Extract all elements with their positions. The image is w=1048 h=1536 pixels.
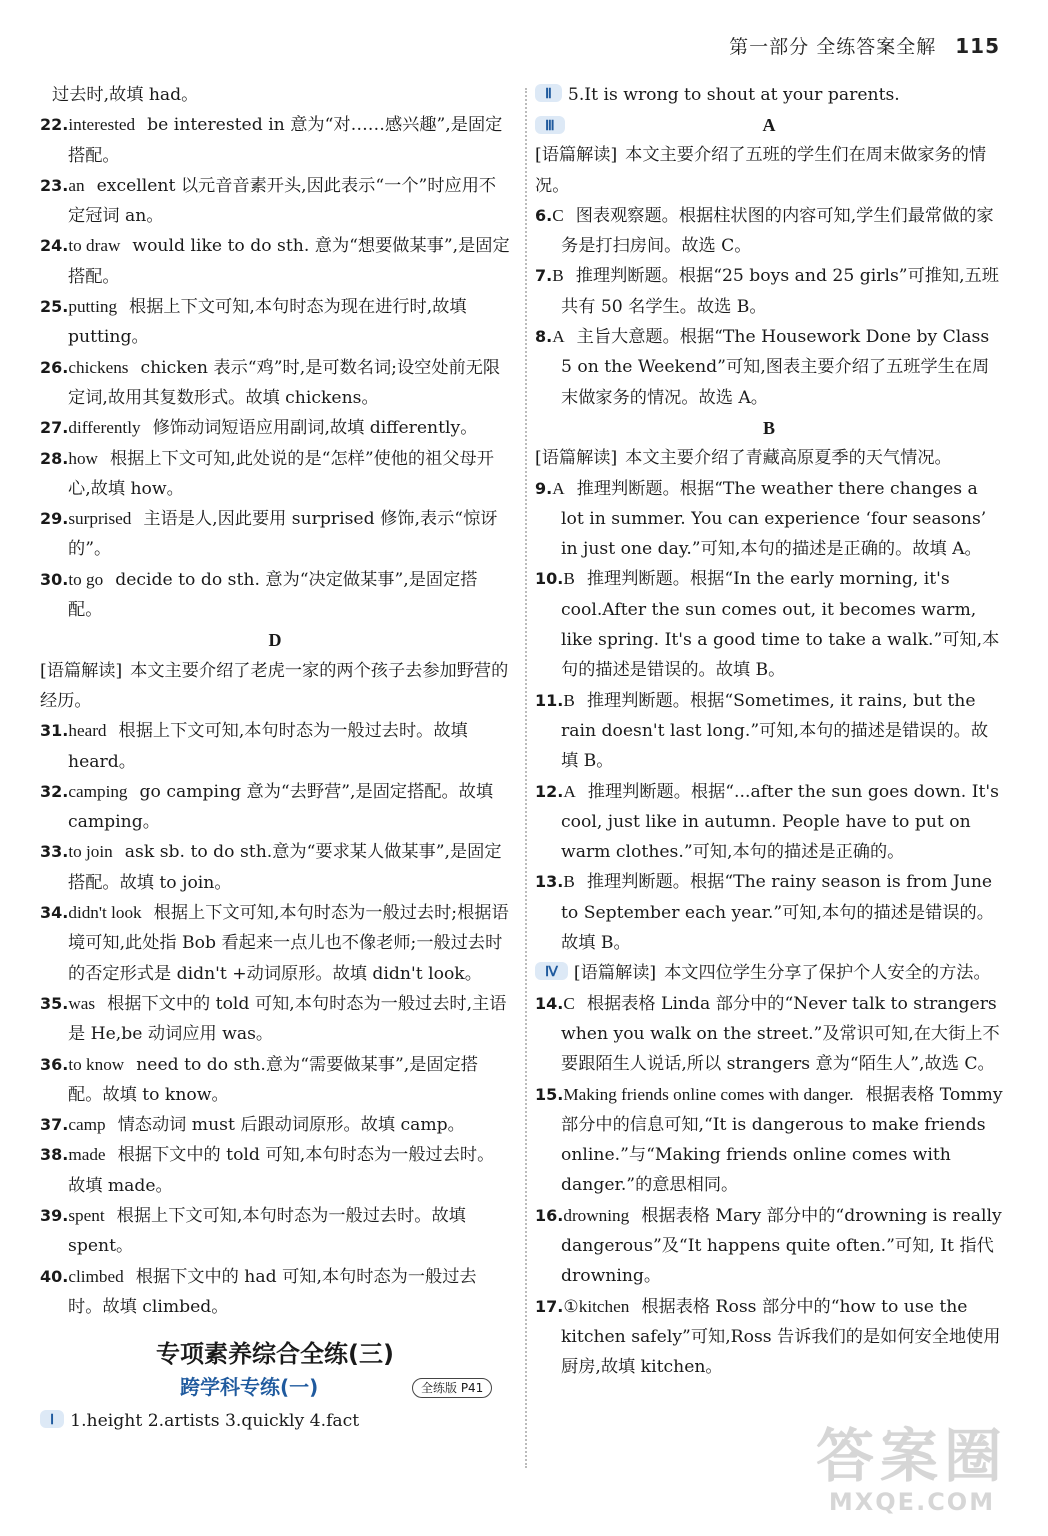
answer-entry	[535, 777, 1003, 868]
part-3-tag: Ⅲ	[535, 116, 565, 134]
page-ref-badge: 全练版 P41	[412, 1378, 492, 1398]
answer-key: to go	[68, 569, 104, 589]
answer-entry	[40, 80, 510, 110]
answer-key: B	[563, 872, 575, 892]
answers-part-1	[40, 1406, 510, 1436]
question-number: 37.	[40, 1115, 69, 1135]
question-number: 8.	[535, 327, 553, 347]
explanation: 根据下文中的 told 可知,本句时态为一般过去时,主语是 He,be 动词应用 was。	[68, 993, 507, 1045]
answer-key: A	[552, 327, 565, 347]
reading-a-label: [语篇解读]	[535, 145, 618, 166]
right-column	[535, 80, 1003, 1382]
answer-entry	[535, 989, 1003, 1080]
part-1-tag: Ⅰ	[40, 1410, 64, 1428]
explanation: 根据上下文可知,本句时态为现在进行时,故填 putting。	[68, 297, 467, 348]
explanation: 根据表格 Ross 部分中的“how to use the kitchen safely”可知,Ross 告诉我们的是如何安全地使用厨房,故填 kitchen。	[561, 1296, 1001, 1378]
explanation: 推理判断题。根据“In the early morning, it's cool.After the sun comes out, it becomes warm, like spring. It's a good time to take a walk.”可知,本句的描述是错误的。故填 B。	[561, 569, 1000, 681]
explanation: decide to do sth. 意为“决定做某事”,是固定搭配。	[68, 569, 478, 621]
answer-key: B	[563, 569, 575, 589]
answer-key: Making friends online comes with danger.	[563, 1084, 854, 1104]
answer-key: to join	[68, 842, 113, 862]
answer-key: an	[68, 175, 85, 195]
page-header	[729, 32, 1000, 59]
answer-key: was	[68, 993, 96, 1013]
explanation: 修饰动词短语应用副词,故填 differently。	[152, 418, 478, 439]
page-number: 115	[955, 34, 1000, 58]
question-number: 12.	[535, 781, 564, 801]
part-4-tag: Ⅳ	[535, 962, 568, 980]
question-number: 34.	[40, 903, 69, 923]
answer-entry	[535, 867, 1003, 958]
answer-entry	[535, 1201, 1003, 1292]
subtitle: 跨学科专练(一)	[180, 1375, 319, 1400]
answer-entry	[535, 474, 1003, 565]
question-number: 16.	[535, 1205, 564, 1225]
question-number: 38.	[40, 1145, 69, 1165]
question-number: 40.	[40, 1266, 69, 1286]
question-number: 10.	[535, 569, 564, 589]
header-part: 第一部分	[729, 36, 810, 58]
answer-entry	[40, 716, 510, 777]
answer-entry	[535, 201, 1003, 262]
answer-entry	[40, 837, 510, 898]
watermark	[816, 1424, 1008, 1516]
explanation: 图表观察题。根据柱状图的内容可知,学生们最常做的家务是打扫房间。故选 C。	[561, 205, 994, 257]
reading-4-text: 本文四位学生分享了保护个人安全的方法。	[664, 963, 991, 984]
question-number: 24.	[40, 236, 69, 256]
question-number: 13.	[535, 872, 564, 892]
answer-entry	[40, 1110, 510, 1140]
answer-entry	[535, 1080, 1003, 1201]
explanation: need to do sth.意为“需要做某事”,是固定搭配。故填 to know。	[68, 1054, 478, 1105]
answer-entry	[40, 504, 510, 565]
explanation: 过去时,故填 had。	[52, 85, 199, 105]
question-number: 29.	[40, 509, 69, 529]
answer-entry	[40, 1140, 510, 1201]
answer-entry	[40, 231, 510, 292]
question-number: 32.	[40, 781, 69, 801]
question-number: 36.	[40, 1054, 69, 1074]
header-title: 全练答案全解	[816, 36, 937, 58]
answer-entry	[40, 777, 510, 838]
question-number: 26.	[40, 357, 69, 377]
reading-b-text: 本文主要介绍了青藏高原夏季的天气情况。	[625, 448, 952, 469]
question-number: 6.	[535, 205, 553, 225]
answer-entry	[535, 564, 1003, 685]
question-number: 7.	[535, 266, 553, 286]
explanation: 根据表格 Linda 部分中的“Never talk to strangers when you walk on the street.”及常识可知,在大街上不要跟陌生人说话,所以 strangers 意为“陌生人”,故选 C。	[561, 993, 1000, 1075]
watermark-url: MXQE.COM	[828, 1488, 996, 1516]
explanation: 根据表格 Mary 部分中的“drowning is really dangerous”及“It happens quite often.”可知, It 指代 drowning。	[561, 1205, 1002, 1287]
answer-key: A	[552, 478, 565, 498]
explanation: 推理判断题。根据“The weather there changes a lot in summer. You can experience ‘four seasons’ in just one day.”可知,本句的描述是正确的。故填 A。	[561, 478, 987, 560]
question-number: 35.	[40, 993, 69, 1013]
section-a-heading: A	[762, 115, 776, 136]
answer-entry	[535, 686, 1003, 777]
question-number: 23.	[40, 175, 69, 195]
section-title: 专项素养综合全练(三)	[156, 1340, 394, 1369]
question-number: 39.	[40, 1205, 69, 1225]
answer-entry	[40, 565, 510, 626]
explanation: excellent 以元音音素开头,因此表示“一个”时应用不定冠词 an。	[68, 175, 497, 227]
explanation: 根据上下文可知,本句时态为一般过去时;根据语境可知,此处指 Bob 看起来一点儿也不像老师;一般过去时的否定形式是 didn't +动词原形。故填 didn't look。	[68, 903, 509, 984]
question-number: 25.	[40, 297, 69, 317]
question-number: 17.	[535, 1296, 564, 1316]
answer-key: ①kitchen	[563, 1296, 630, 1316]
part-2-answer: 5.It is wrong to shout at your parents.	[567, 85, 900, 105]
reading-d-label: [语篇解读]	[40, 660, 123, 681]
reading-d	[40, 656, 510, 717]
explanation: go camping 意为“去野营”,是固定搭配。故填 camping。	[68, 781, 494, 833]
answer-key: B	[563, 690, 575, 710]
answer-key: spent	[68, 1205, 105, 1225]
answers-part-2	[535, 80, 1003, 110]
explanation: 根据上下文可知,本句时态为一般过去时。故填 spent。	[68, 1205, 466, 1257]
explanation: 推理判断题。根据“25 boys and 25 girls”可推知,五班共有 50 名学生。故选 B。	[561, 266, 999, 317]
question-number: 28.	[40, 448, 69, 468]
explanation: 根据表格 Tommy 部分中的信息可知,“It is dangerous to make friends online.”与“Making friends online comes with danger.”的意思相同。	[561, 1084, 1003, 1196]
explanation: 推理判断题。根据“The rainy season is from June to September each year.”可知,本句的描述是错误的。故填 B。	[561, 872, 994, 954]
reading-b-label: [语篇解读]	[535, 448, 618, 469]
explanation: 推理判断题。根据“...after the sun goes down. It's cool, just like in autumn. People have to put on warm clothes.”可知,本句的描述是正确的。	[561, 781, 999, 863]
answer-key: surprised	[68, 509, 132, 529]
question-number: 27.	[40, 418, 69, 438]
answer-entry	[40, 1262, 510, 1323]
reading-a-text: 本文主要介绍了五班的学生们在周末做家务的情况。	[535, 145, 987, 196]
answer-entry	[40, 1050, 510, 1111]
answer-entry	[40, 292, 510, 353]
answer-key: made	[68, 1145, 106, 1165]
answer-entry	[40, 1201, 510, 1262]
answer-key: C	[552, 205, 564, 225]
answer-key: C	[563, 993, 575, 1013]
answer-key: drowning	[563, 1205, 630, 1225]
explanation: 根据下文中的 told 可知,本句时态为一般过去时。故填 made。	[68, 1145, 495, 1196]
column-divider	[525, 88, 527, 1468]
answer-entry	[40, 171, 510, 232]
answer-key: chickens	[68, 357, 129, 377]
answer-key: to know	[68, 1054, 125, 1074]
explanation: 主语是人,因此要用 surprised 修饰,表示“惊讶的”。	[68, 509, 498, 560]
subtitle-row	[40, 1372, 510, 1406]
reading-4-label: [语篇解读]	[573, 963, 657, 984]
question-number: 11.	[535, 690, 564, 710]
question-number: 33.	[40, 842, 69, 862]
answer-key: climbed	[68, 1266, 124, 1286]
answer-entry	[40, 353, 510, 414]
explanation: 情态动词 must 后跟动词原形。故填 camp。	[117, 1115, 465, 1136]
answer-key: didn't look	[68, 903, 142, 923]
answer-key: B	[552, 266, 564, 286]
explanation: 根据上下文可知,本句时态为一般过去时。故填 heard。	[68, 721, 468, 772]
left-column	[40, 80, 510, 1436]
answer-entry	[535, 322, 1003, 413]
answer-entry	[40, 110, 510, 171]
part-1-answers: 1.height 2.artists 3.quickly 4.fact	[70, 1411, 360, 1432]
reading-d-text: 本文主要介绍了老虎一家的两个孩子去参加野营的经历。	[40, 660, 509, 711]
explanation: 推理判断题。根据“Sometimes, it rains, but the rain doesn't last long.”可知,本句的描述是错误的。故填 B。	[561, 690, 989, 772]
answer-key: putting	[68, 297, 118, 317]
answer-key: interested	[68, 115, 136, 135]
answer-entry	[40, 444, 510, 505]
explanation: chicken 表示“鸡”时,是可数名词;设空处前无限定词,故用其复数形式。故填 chickens。	[68, 357, 501, 408]
question-number: 31.	[40, 721, 69, 741]
explanation: ask sb. to do sth.意为“要求某人做某事”,是固定搭配。故填 to join。	[68, 842, 502, 893]
part-2-tag: Ⅱ	[535, 84, 562, 102]
reading-a	[535, 140, 1003, 201]
answer-entry	[40, 898, 510, 989]
explanation: 根据上下文可知,此处说的是“怎样”使他的祖父母开心,故填 how。	[68, 448, 494, 499]
answer-key: camp	[68, 1115, 106, 1135]
answer-key: to draw	[68, 236, 121, 256]
part-3-heading-row	[535, 110, 1003, 140]
question-number: 22.	[40, 115, 69, 135]
answer-entry	[40, 989, 510, 1050]
explanation: be interested in 意为“对……感兴趣”,是固定搭配。	[68, 115, 503, 166]
question-number: 15.	[535, 1084, 564, 1104]
answer-key: A	[563, 781, 576, 801]
reading-b	[535, 443, 1003, 473]
answer-key: differently	[68, 418, 141, 438]
answer-key: how	[68, 448, 98, 468]
answer-key: camping	[68, 781, 128, 801]
question-number: 30.	[40, 569, 69, 589]
explanation: would like to do sth. 意为“想要做某事”,是固定搭配。	[68, 236, 510, 287]
explanation: 根据下文中的 had 可知,本句时态为一般过去时。故填 climbed。	[68, 1266, 477, 1317]
question-number: 9.	[535, 478, 553, 498]
question-number: 14.	[535, 993, 564, 1013]
explanation: 主旨大意题。根据“The Housework Done by Class 5 on the Weekend”可知,图表主要介绍了五班学生在周末做家务的情况。故选 A。	[561, 327, 990, 408]
reading-4	[535, 958, 1003, 988]
answer-entry	[535, 1292, 1003, 1383]
answer-entry	[40, 413, 510, 443]
section-d-heading: D	[268, 630, 282, 651]
answer-key: heard	[68, 721, 107, 741]
answer-entry	[535, 261, 1003, 322]
watermark-logo: 答案圈	[815, 1422, 1008, 1490]
section-b-heading: B	[762, 417, 775, 438]
